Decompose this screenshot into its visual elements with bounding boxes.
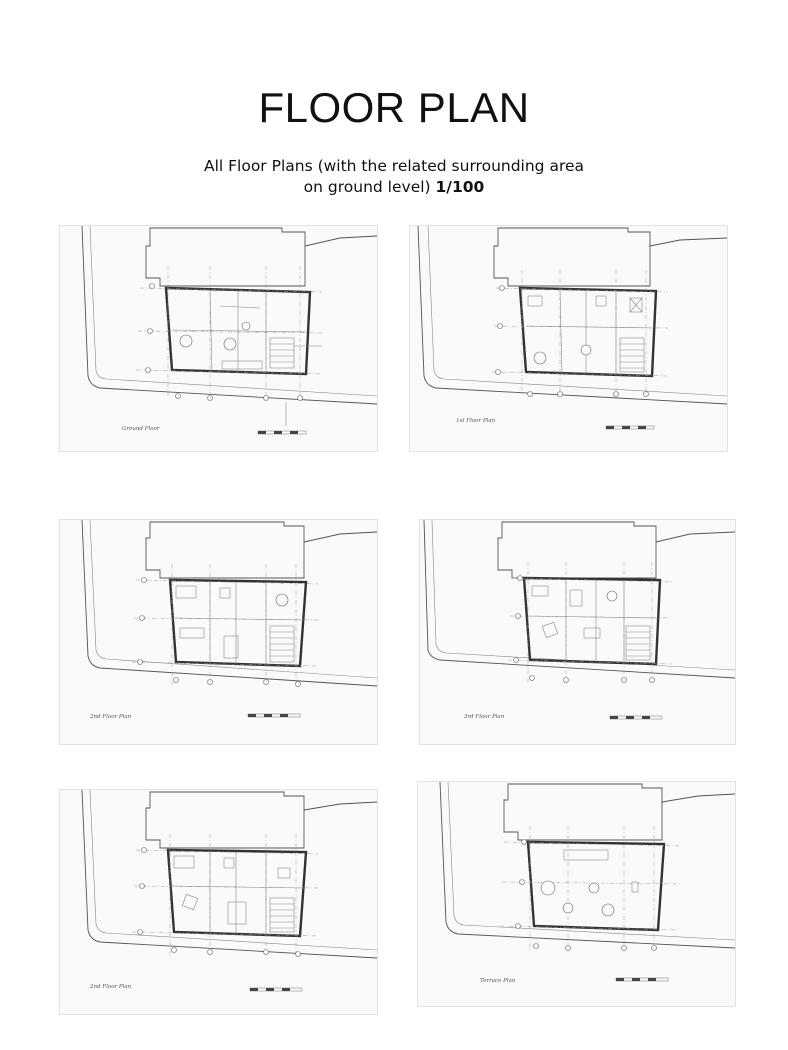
- sheet-first-caption: 1st Floor Plan: [456, 418, 496, 424]
- page-subtitle: [0, 156, 788, 198]
- sheet-second-floor: [60, 520, 377, 744]
- ground-floor-drawing: [60, 226, 377, 451]
- sheet-ground-floor: [60, 226, 377, 451]
- fourth-floor-drawing: [60, 790, 377, 1014]
- subtitle-line-2: [0, 177, 788, 198]
- sheet-terrace-caption: Terrace Plan: [480, 978, 516, 984]
- sheet-fourth-floor: [60, 790, 377, 1014]
- sheet-fourth-caption: 2nd Floor Plan: [90, 984, 132, 990]
- sheet-terrace: [418, 782, 735, 1006]
- page-title: FLOOR PLAN: [258, 84, 530, 131]
- scale-label: 1/100: [435, 178, 485, 196]
- terrace-drawing: [418, 782, 735, 1006]
- sheet-third-floor: [420, 520, 735, 744]
- third-floor-drawing: [420, 520, 735, 744]
- sheet-third-caption: 3rd Floor Plan: [464, 714, 505, 720]
- subtitle-line-2-text: on ground level): [303, 178, 431, 196]
- sheet-ground-caption: Ground Floor: [122, 426, 160, 432]
- sheet-first-floor: [410, 226, 727, 451]
- sheet-second-caption: 2nd Floor Plan: [90, 714, 132, 720]
- first-floor-drawing: [410, 226, 727, 451]
- subtitle-line-1: All Floor Plans (with the related surrounding area: [203, 157, 585, 175]
- second-floor-drawing: [60, 520, 377, 744]
